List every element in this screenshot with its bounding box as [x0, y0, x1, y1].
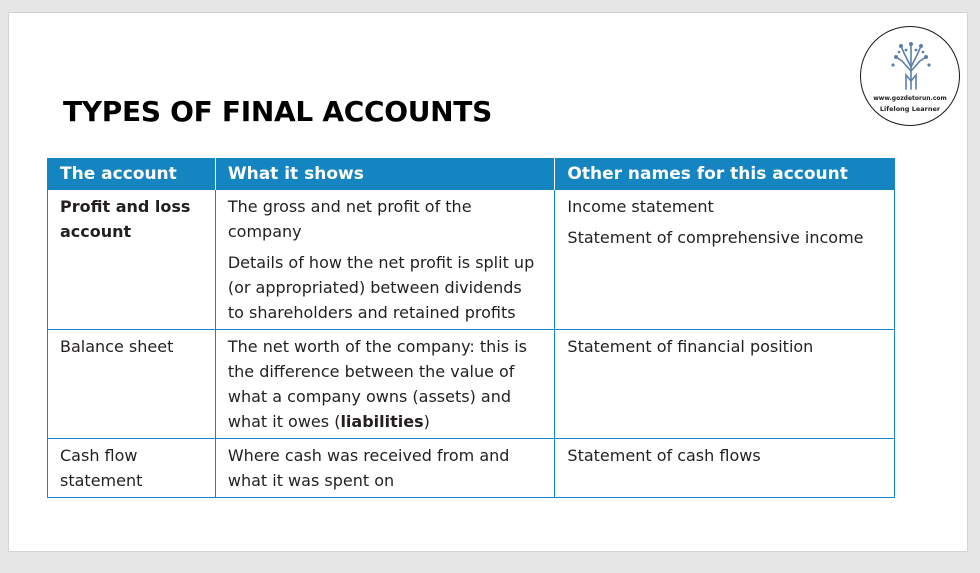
other-names-cell	[555, 439, 895, 498]
table-row	[48, 330, 895, 439]
cell-paragraph: Income statement	[567, 197, 714, 216]
final-accounts-table	[47, 158, 895, 498]
what-it-shows-cell	[215, 330, 555, 439]
account-cell: Profit and loss account	[48, 190, 216, 330]
header-account: The account	[48, 158, 216, 190]
header-other-names: Other names for this account	[555, 158, 895, 190]
logo-site-text: www.gozdetorun.com	[873, 95, 947, 102]
account-cell: Cash flow statement	[48, 439, 216, 498]
other-names-cell	[555, 190, 895, 330]
cell-paragraph: The gross and net profit of the company	[227, 197, 472, 241]
slide	[8, 12, 968, 552]
cell-paragraph: Statement of cash flows	[567, 446, 761, 465]
pencil-tree-icon	[888, 41, 934, 91]
cell-text: The net worth of the company: this is the difference between the value of what a company owns (assets) and what it owes (	[227, 337, 527, 431]
what-it-shows-cell	[215, 190, 555, 330]
cell-paragraph: Statement of comprehensive income	[567, 228, 864, 247]
header-what-it-shows: What it shows	[215, 158, 555, 190]
cell-paragraph: Where cash was received from and what it was spent on	[227, 446, 510, 490]
liabilities-term: liabilities	[340, 412, 424, 431]
table-header-row	[48, 158, 895, 190]
table-row	[48, 439, 895, 498]
cell-paragraph: Details of how the net profit is split up (or appropriated) between dividends to shareholders and retained profits	[227, 253, 535, 322]
cell-paragraph: Statement of financial position	[567, 337, 814, 356]
table-row	[48, 190, 895, 330]
what-it-shows-cell	[215, 439, 555, 498]
cell-text: )	[423, 412, 430, 431]
account-cell: Balance sheet	[48, 330, 216, 439]
slide-title: TYPES OF FINAL ACCOUNTS	[63, 95, 492, 128]
logo-motto-text: Lifelong Learner	[879, 105, 941, 113]
logo	[860, 26, 960, 126]
other-names-cell	[555, 330, 895, 439]
